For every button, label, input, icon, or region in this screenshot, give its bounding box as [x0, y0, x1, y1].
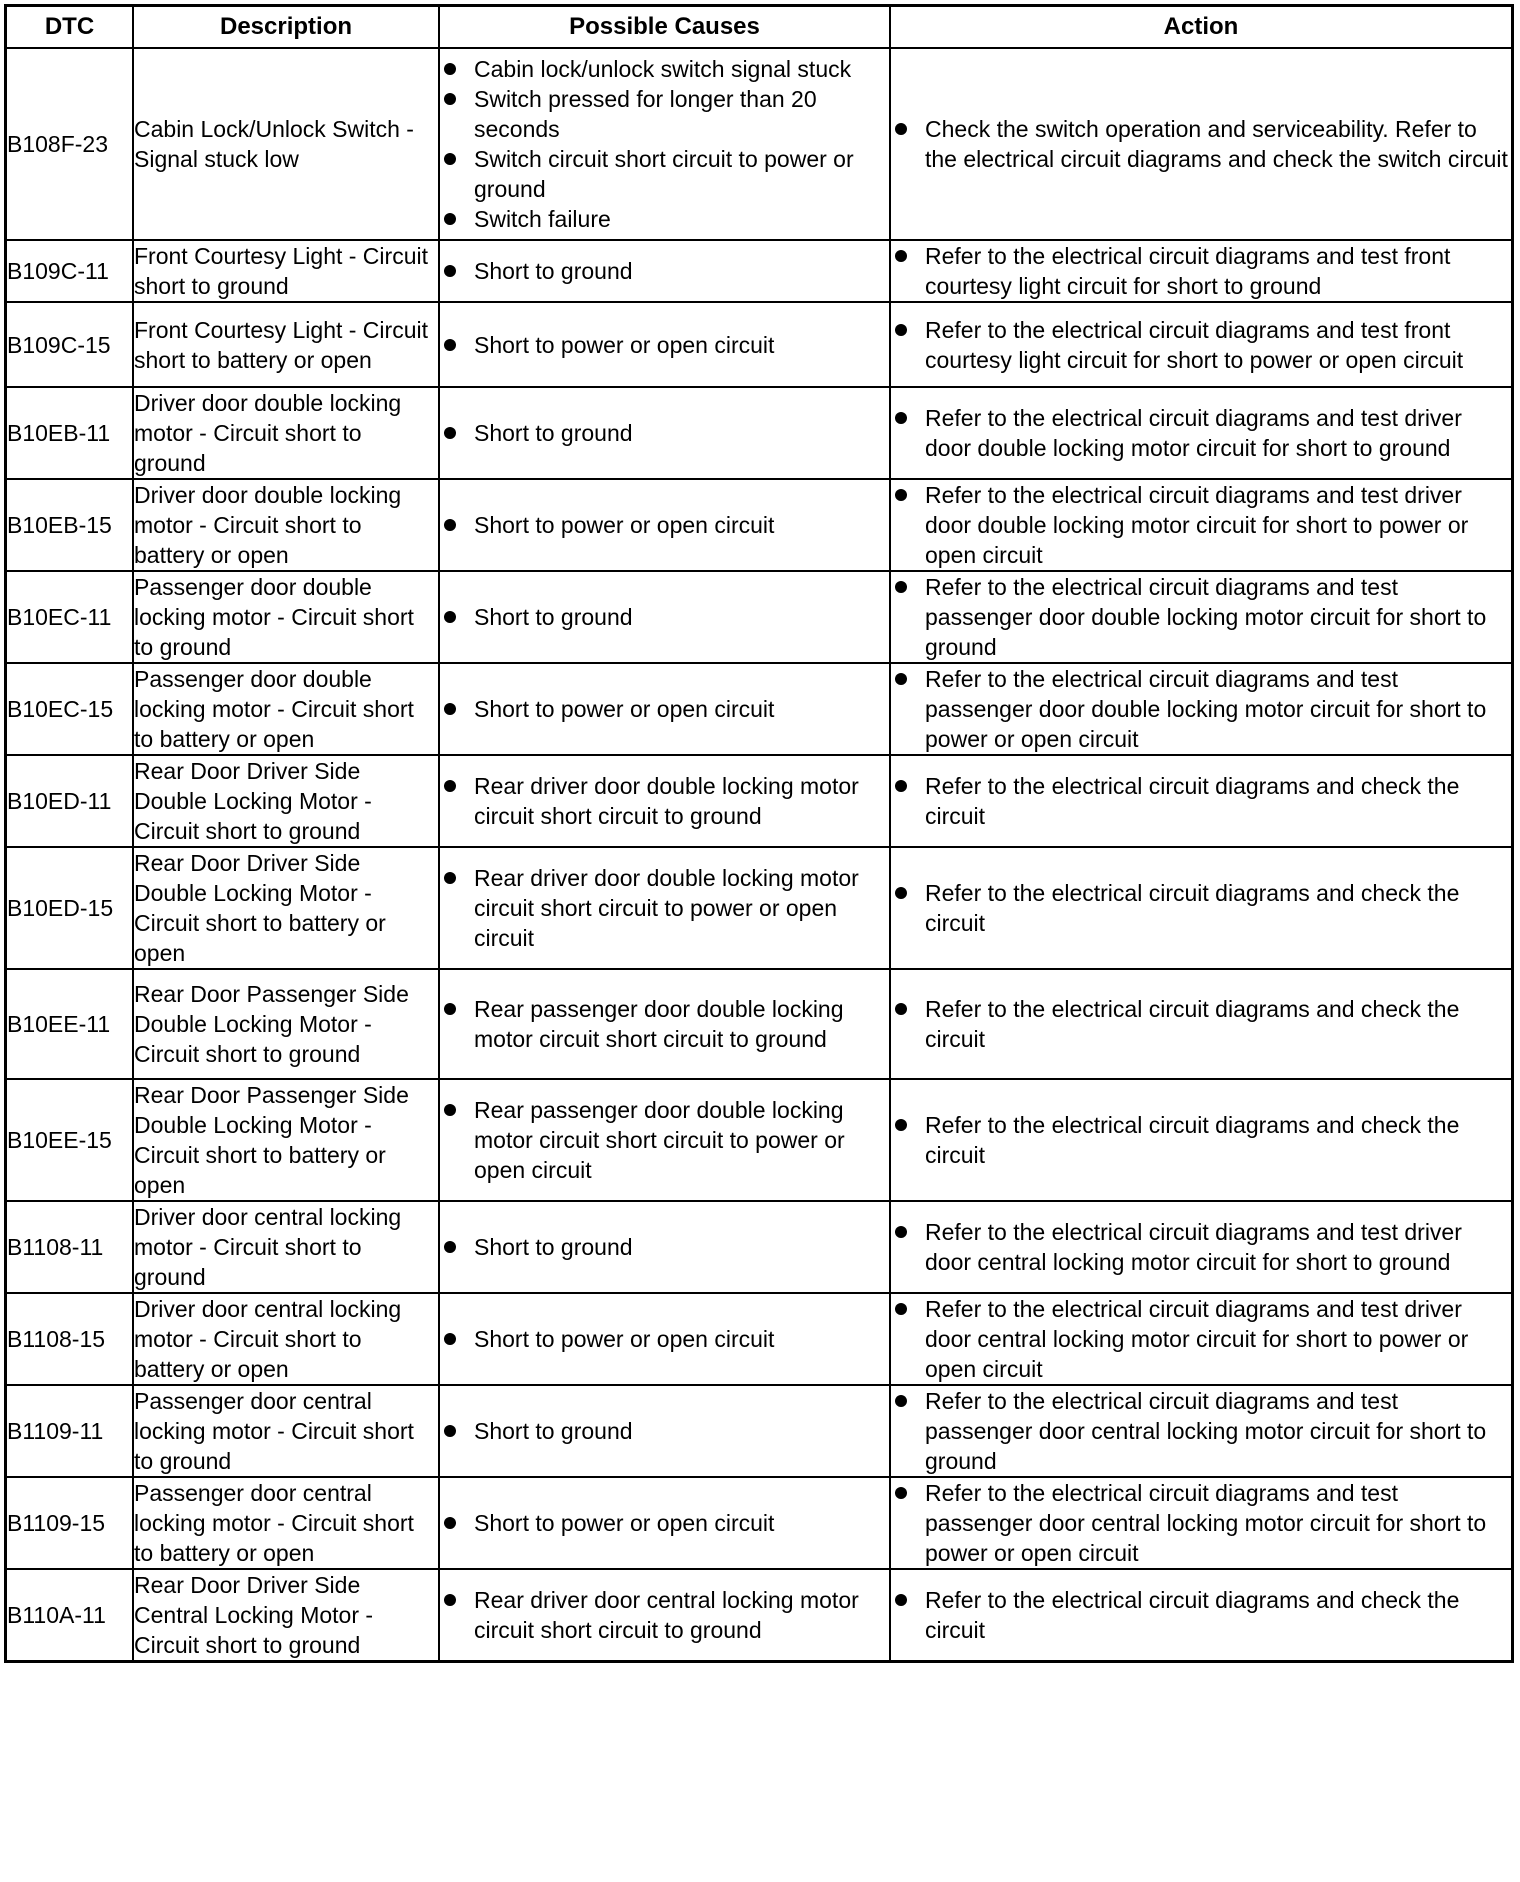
causes-list: [440, 1095, 889, 1185]
cause-item: Short to ground: [440, 418, 889, 448]
actions-list: [891, 114, 1511, 174]
possible-causes-cell: [439, 48, 890, 240]
description-cell: Driver door central locking motor - Circuit short to ground: [133, 1201, 439, 1293]
dtc-code-cell: B108F-23: [6, 48, 133, 240]
causes-list: [440, 694, 889, 724]
description-cell: Cabin Lock/Unlock Switch - Signal stuck low: [133, 48, 439, 240]
description-cell: Driver door double locking motor - Circuit short to ground: [133, 387, 439, 479]
actions-list: [891, 403, 1511, 463]
actions-list: [891, 1585, 1511, 1645]
action-item: Refer to the electrical circuit diagrams and test front courtesy light circuit for short to ground: [891, 241, 1511, 301]
action-cell: [890, 847, 1512, 969]
description-cell: Rear Door Driver Side Double Locking Motor - Circuit short to ground: [133, 755, 439, 847]
action-item: Refer to the electrical circuit diagrams and test driver door central locking motor circuit for short to ground: [891, 1217, 1511, 1277]
dtc-code-cell: B10EC-15: [6, 663, 133, 755]
possible-causes-cell: [439, 1477, 890, 1569]
actions-list: [891, 1478, 1511, 1568]
action-item: Check the switch operation and serviceability. Refer to the electrical circuit diagrams and check the switch circuit: [891, 114, 1511, 174]
actions-list: [891, 994, 1511, 1054]
dtc-code-cell: B10ED-11: [6, 755, 133, 847]
table-row: [6, 571, 1512, 663]
table-row: [6, 1079, 1512, 1201]
description-cell: Passenger door central locking motor - Circuit short to ground: [133, 1385, 439, 1477]
action-cell: [890, 1385, 1512, 1477]
table-row: [6, 1385, 1512, 1477]
dtc-code-cell: B1109-11: [6, 1385, 133, 1477]
cause-item: Rear passenger door double locking motor circuit short circuit to power or open circuit: [440, 1095, 889, 1185]
causes-list: [440, 771, 889, 831]
table-row: [6, 479, 1512, 571]
table-body: [6, 48, 1512, 1661]
table-row: [6, 48, 1512, 240]
actions-list: [891, 315, 1511, 375]
action-cell: [890, 1293, 1512, 1385]
cause-item: Rear driver door double locking motor circuit short circuit to ground: [440, 771, 889, 831]
cause-item: Rear passenger door double locking motor circuit short circuit to ground: [440, 994, 889, 1054]
header-description: Description: [133, 6, 439, 48]
action-cell: [890, 1079, 1512, 1201]
causes-list: [440, 1324, 889, 1354]
action-cell: [890, 571, 1512, 663]
dtc-code-cell: B10EE-11: [6, 969, 133, 1079]
possible-causes-cell: [439, 1569, 890, 1661]
table-row: [6, 1569, 1512, 1661]
action-item: Refer to the electrical circuit diagrams and test passenger door central locking motor circuit for short to ground: [891, 1386, 1511, 1476]
actions-list: [891, 878, 1511, 938]
actions-list: [891, 1110, 1511, 1170]
possible-causes-cell: [439, 571, 890, 663]
causes-list: [440, 1585, 889, 1645]
causes-list: [440, 1416, 889, 1446]
action-cell: [890, 755, 1512, 847]
causes-list: [440, 602, 889, 632]
header-dtc: DTC: [6, 6, 133, 48]
description-cell: Front Courtesy Light - Circuit short to ground: [133, 240, 439, 302]
possible-causes-cell: [439, 479, 890, 571]
dtc-code-cell: B109C-11: [6, 240, 133, 302]
description-cell: Rear Door Passenger Side Double Locking Motor - Circuit short to ground: [133, 969, 439, 1079]
dtc-code-cell: B1108-15: [6, 1293, 133, 1385]
possible-causes-cell: [439, 387, 890, 479]
description-cell: Front Courtesy Light - Circuit short to battery or open: [133, 302, 439, 387]
actions-list: [891, 572, 1511, 662]
cause-item: Switch pressed for longer than 20 seconds: [440, 84, 889, 144]
action-cell: [890, 969, 1512, 1079]
actions-list: [891, 1217, 1511, 1277]
description-cell: Driver door central locking motor - Circuit short to battery or open: [133, 1293, 439, 1385]
table-row: [6, 1477, 1512, 1569]
action-item: Refer to the electrical circuit diagrams and check the circuit: [891, 1585, 1511, 1645]
action-item: Refer to the electrical circuit diagrams and test driver door double locking motor circuit for short to ground: [891, 403, 1511, 463]
cause-item: Cabin lock/unlock switch signal stuck: [440, 54, 889, 84]
cause-item: Short to ground: [440, 1416, 889, 1446]
description-cell: Passenger door central locking motor - Circuit short to battery or open: [133, 1477, 439, 1569]
actions-list: [891, 664, 1511, 754]
cause-item: Short to ground: [440, 1232, 889, 1262]
description-cell: Passenger door double locking motor - Circuit short to battery or open: [133, 663, 439, 755]
cause-item: Short to power or open circuit: [440, 510, 889, 540]
causes-list: [440, 510, 889, 540]
action-item: Refer to the electrical circuit diagrams and test driver door double locking motor circuit for short to power or open circuit: [891, 480, 1511, 570]
dtc-code-cell: B10ED-15: [6, 847, 133, 969]
header-action: Action: [890, 6, 1512, 48]
table-row: [6, 663, 1512, 755]
cause-item: Short to power or open circuit: [440, 1508, 889, 1538]
possible-causes-cell: [439, 1201, 890, 1293]
possible-causes-cell: [439, 1385, 890, 1477]
dtc-document: [5, 5, 1511, 1878]
cause-item: Short to ground: [440, 602, 889, 632]
actions-list: [891, 480, 1511, 570]
dtc-code-cell: B10EE-15: [6, 1079, 133, 1201]
dtc-code-cell: B10EB-15: [6, 479, 133, 571]
table-row: [6, 387, 1512, 479]
actions-list: [891, 1294, 1511, 1384]
dtc-code-cell: B1109-15: [6, 1477, 133, 1569]
dtc-code-cell: B10EB-11: [6, 387, 133, 479]
description-cell: Driver door double locking motor - Circuit short to battery or open: [133, 479, 439, 571]
action-item: Refer to the electrical circuit diagrams and check the circuit: [891, 771, 1511, 831]
action-cell: [890, 240, 1512, 302]
dtc-code-cell: B109C-15: [6, 302, 133, 387]
description-cell: Rear Door Driver Side Double Locking Motor - Circuit short to battery or open: [133, 847, 439, 969]
causes-list: [440, 418, 889, 448]
action-cell: [890, 479, 1512, 571]
action-cell: [890, 663, 1512, 755]
header-possible-causes: Possible Causes: [439, 6, 890, 48]
dtc-table: [5, 5, 1513, 1662]
dtc-code-cell: B1108-11: [6, 1201, 133, 1293]
description-cell: Rear Door Passenger Side Double Locking Motor - Circuit short to battery or open: [133, 1079, 439, 1201]
table-row: [6, 1293, 1512, 1385]
causes-list: [440, 54, 889, 234]
causes-list: [440, 330, 889, 360]
action-cell: [890, 1201, 1512, 1293]
actions-list: [891, 771, 1511, 831]
possible-causes-cell: [439, 969, 890, 1079]
cause-item: Short to ground: [440, 256, 889, 286]
actions-list: [891, 241, 1511, 301]
action-cell: [890, 387, 1512, 479]
dtc-code-cell: B10EC-11: [6, 571, 133, 663]
action-item: Refer to the electrical circuit diagrams and check the circuit: [891, 994, 1511, 1054]
action-item: Refer to the electrical circuit diagrams and test passenger door double locking motor circuit for short to ground: [891, 572, 1511, 662]
possible-causes-cell: [439, 755, 890, 847]
action-cell: [890, 1477, 1512, 1569]
cause-item: Short to power or open circuit: [440, 330, 889, 360]
action-cell: [890, 1569, 1512, 1661]
cause-item: Switch circuit short circuit to power or ground: [440, 144, 889, 204]
action-item: Refer to the electrical circuit diagrams and test passenger door central locking motor circuit for short to power or open circuit: [891, 1478, 1511, 1568]
action-item: Refer to the electrical circuit diagrams and test driver door central locking motor circuit for short to power or open circuit: [891, 1294, 1511, 1384]
action-item: Refer to the electrical circuit diagrams and check the circuit: [891, 878, 1511, 938]
table-row: [6, 1201, 1512, 1293]
possible-causes-cell: [439, 1079, 890, 1201]
table-row: [6, 755, 1512, 847]
table-row: [6, 969, 1512, 1079]
cause-item: Switch failure: [440, 204, 889, 234]
action-item: Refer to the electrical circuit diagrams and check the circuit: [891, 1110, 1511, 1170]
causes-list: [440, 1232, 889, 1262]
possible-causes-cell: [439, 663, 890, 755]
possible-causes-cell: [439, 240, 890, 302]
possible-causes-cell: [439, 302, 890, 387]
table-row: [6, 847, 1512, 969]
cause-item: Short to power or open circuit: [440, 694, 889, 724]
possible-causes-cell: [439, 1293, 890, 1385]
action-cell: [890, 48, 1512, 240]
causes-list: [440, 863, 889, 953]
cause-item: Short to power or open circuit: [440, 1324, 889, 1354]
causes-list: [440, 256, 889, 286]
table-row: [6, 302, 1512, 387]
action-item: Refer to the electrical circuit diagrams and test passenger door double locking motor circuit for short to power or open circuit: [891, 664, 1511, 754]
description-cell: Passenger door double locking motor - Circuit short to ground: [133, 571, 439, 663]
causes-list: [440, 1508, 889, 1538]
action-item: Refer to the electrical circuit diagrams and test front courtesy light circuit for short to power or open circuit: [891, 315, 1511, 375]
causes-list: [440, 994, 889, 1054]
cause-item: Rear driver door double locking motor circuit short circuit to power or open circuit: [440, 863, 889, 953]
action-cell: [890, 302, 1512, 387]
actions-list: [891, 1386, 1511, 1476]
possible-causes-cell: [439, 847, 890, 969]
dtc-code-cell: B110A-11: [6, 1569, 133, 1661]
cause-item: Rear driver door central locking motor circuit short circuit to ground: [440, 1585, 889, 1645]
table-row: [6, 240, 1512, 302]
description-cell: Rear Door Driver Side Central Locking Motor - Circuit short to ground: [133, 1569, 439, 1661]
table-header-row: [6, 6, 1512, 48]
